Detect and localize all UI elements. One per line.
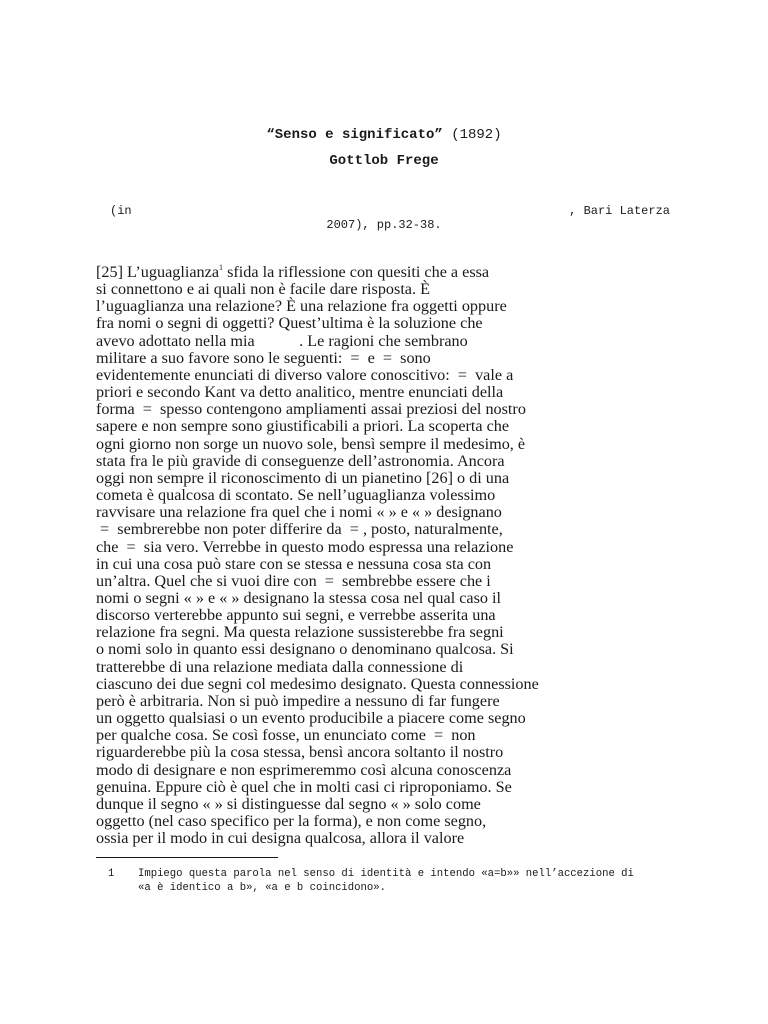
body-line: modo di designare e non esprimeremmo così alcuna conoscenza — [96, 760, 512, 779]
body-line: cometa è qualcosa di scontato. Se nell’uguaglianza volessimo — [96, 486, 496, 505]
body-line: discorso verterebbe appunto sui segni, e verrebbe asserita una — [96, 606, 496, 625]
body-line: per qualche cosa. Se così fosse, un enunciato come = non — [96, 726, 476, 745]
body-line: oggetto (nel caso specifico per la forma), e non come segno, — [96, 812, 487, 830]
body-line: = sembrerebbe non poter differire da = , posto, naturalmente, — [96, 520, 503, 539]
body-line: o nomi solo in quanto essi designano o denominano qualcosa. Si — [96, 640, 514, 659]
body-line: l’uguaglianza una relazione? È una relazione fra oggetti oppure — [96, 297, 507, 316]
footnote-marker[interactable]: 1 — [219, 263, 224, 272]
body-line: genuina. Eppure ciò è quel che in molti casi ci riproponiamo. Se — [96, 777, 512, 796]
body-line: si connettono e ai quali non è facile dare risposta. È — [96, 280, 430, 299]
footnote-line: Impiego questa parola nel senso di identità e intendo «a=b»» nell’accezione di — [138, 868, 634, 880]
body-line: fra nomi o segni di oggetti? Quest’ultima è la soluzione che — [96, 314, 483, 333]
body-line: ossia per il modo in cui designa qualcosa, allora il valore — [96, 829, 465, 848]
body-line: riguarderebbe più la cosa stessa, bensì ancora soltanto il nostro — [96, 743, 504, 762]
body-line: tratterebbe di una relazione mediata dalla connessione di — [96, 657, 464, 676]
document-title — [0, 127, 768, 143]
body-line: però è arbitraria. Non si può impedire a nessuno di far fungere — [96, 691, 500, 710]
body-line: stata fra le più gravide di conseguenze dell’astronomia. Ancora — [96, 451, 505, 470]
body-line: forma = spesso contengono ampliamenti assai preziosi del nostro — [96, 400, 526, 419]
source-pages: 2007), pp.32-38. — [326, 218, 442, 232]
body-line: sapere e non sempre sono giustificabili a priori. La scoperta che — [96, 417, 510, 436]
body-line: un oggetto qualsiasi o un evento producibile a piacere come segno — [96, 709, 526, 728]
body-line: ciascuno dei due segni col medesimo designato. Questa connessione — [96, 674, 539, 693]
footnote-number: 1 — [108, 868, 115, 880]
footnote-line: «a è identico a b», «a e b coincidono». — [138, 882, 386, 894]
title-text: “Senso e significato” — [266, 127, 443, 143]
body-line: evidentemente enunciati di diverso valore conoscitivo: = vale a — [96, 365, 514, 384]
body-line: ogni giorno non sorge un nuovo sole, bensì sempre il medesimo, è — [96, 434, 526, 453]
body-line: nomi o segni « » e « » designano la stessa cosa nel qual caso il — [96, 588, 502, 607]
title-year: (1892) — [451, 127, 502, 143]
body-line: [25] L’uguaglianza — [96, 263, 220, 281]
source-prefix: (in — [110, 204, 132, 218]
source-publisher: , Bari Laterza — [569, 204, 670, 218]
body-line: sfida la riflessione con quesiti che a essa — [223, 263, 490, 281]
footnote-text — [138, 867, 634, 895]
body-line: relazione fra segni. Ma questa relazione sussisterebbe fra segni — [96, 623, 504, 642]
author-name: Gottlob Frege — [329, 153, 439, 169]
body-line: che = sia vero. Verrebbe in questo modo espressa una relazione — [96, 537, 514, 556]
body-line: un’altra. Quel che si vuoi dire con = sembrebbe essere che i — [96, 571, 491, 590]
body-line: ravvisare una relazione fra quel che i nomi « » e « » designano — [96, 503, 502, 522]
body-text — [96, 264, 696, 847]
body-line: avevo adottato nella mia . Le ragioni che sembrano — [96, 331, 468, 350]
footnote-separator — [96, 857, 278, 858]
body-line: militare a suo favore sono le seguenti: = e = sono — [96, 348, 431, 367]
body-line: priori e secondo Kant va detto analitico, mentre enunciati della — [96, 383, 504, 402]
body-line: oggi non sempre il riconoscimento di un pianetino [26] o di una — [96, 468, 510, 487]
body-line: in cui una cosa può stare con se stessa e nessuna cosa sta con — [96, 554, 492, 573]
body-line: dunque il segno « » si distinguesse dal segno « » solo come — [96, 794, 481, 813]
